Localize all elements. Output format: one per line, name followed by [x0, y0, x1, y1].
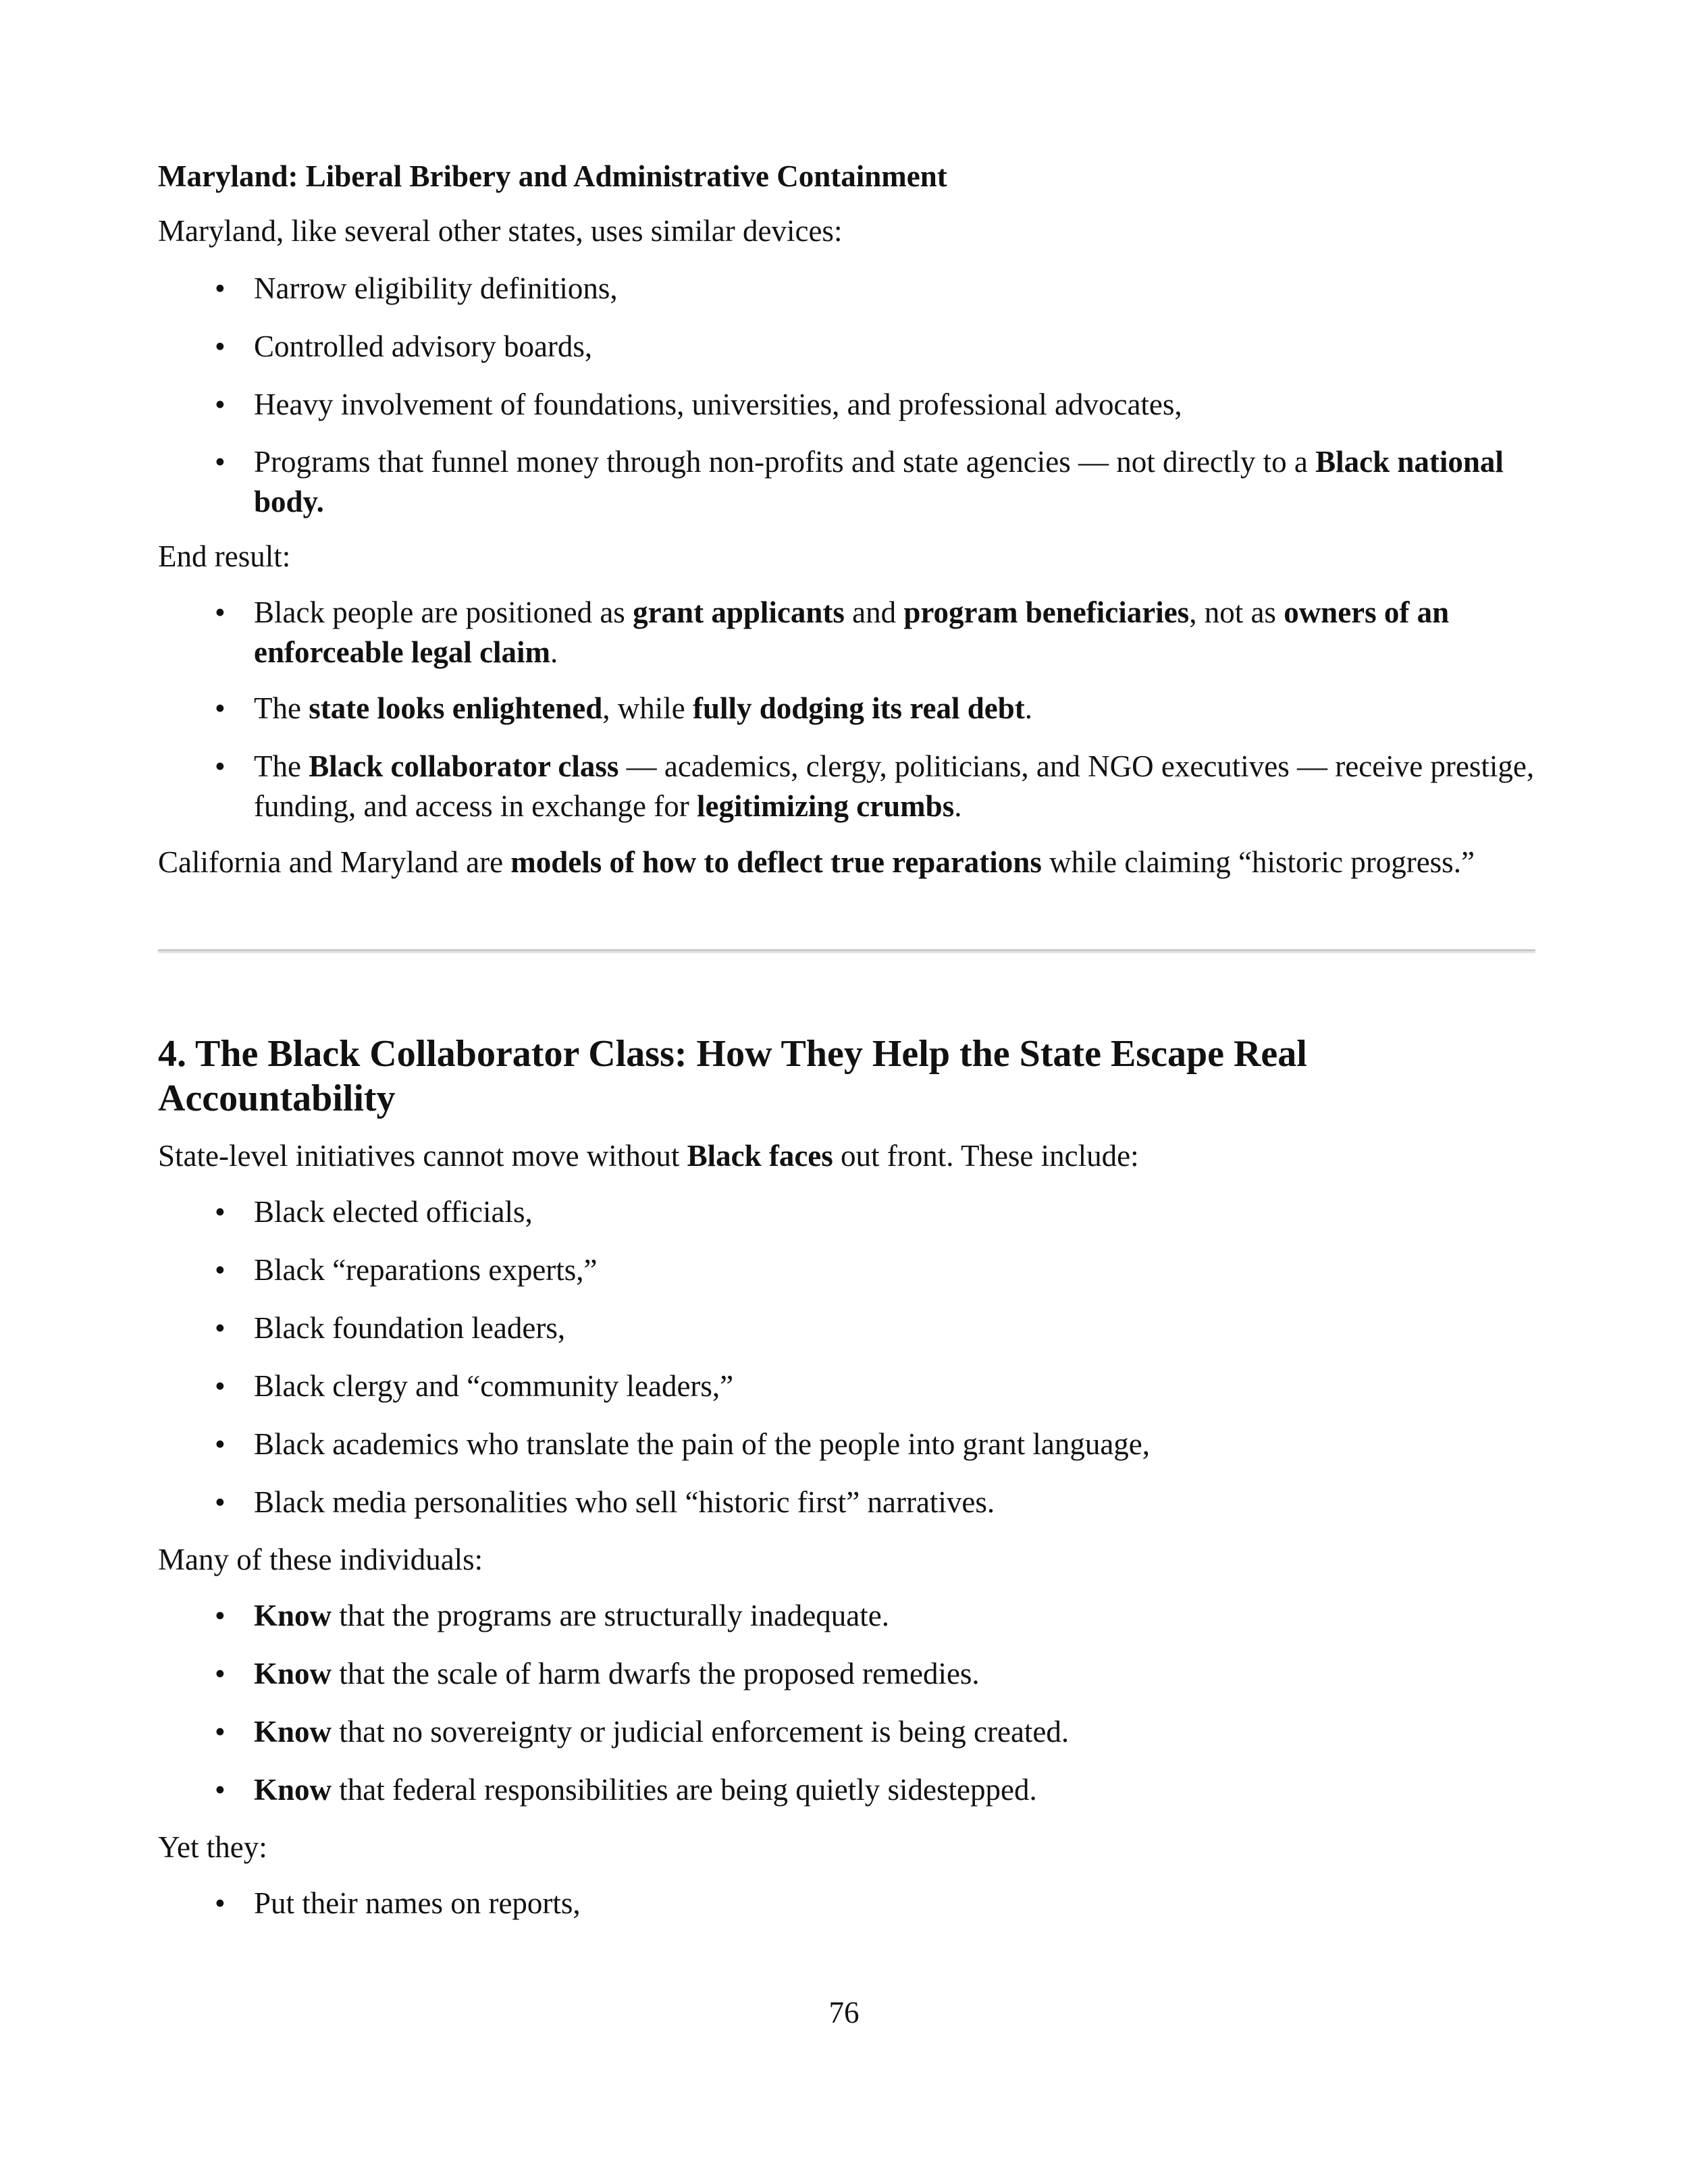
emphasis: legitimizing crumbs — [697, 789, 955, 823]
emphasis: Know — [254, 1599, 332, 1632]
text-run: , while — [602, 691, 693, 725]
bullet-icon: • — [215, 691, 226, 725]
list-item: Controlled advisory boards, — [254, 329, 593, 363]
bullet-icon: • — [215, 595, 226, 629]
text-run: The — [254, 691, 309, 725]
text-run: while claiming “historic progress.” — [1041, 845, 1475, 879]
emphasis: Black collaborator class — [309, 749, 619, 783]
emphasis: fully dodging its real debt — [692, 691, 1025, 725]
list-item: Black academics who translate the pain of the people into grant language, — [254, 1427, 1151, 1461]
text-run: Black people are positioned as — [254, 595, 633, 629]
list-item: Black media personalities who sell “historic first” narratives. — [254, 1485, 995, 1519]
bullet-icon: • — [215, 1886, 226, 1920]
section-heading-maryland: Maryland: Liberal Bribery and Administrative Containment — [158, 159, 947, 193]
text-run: . — [550, 635, 558, 669]
text-run: out front. These include: — [833, 1139, 1139, 1173]
bullet-icon: • — [215, 1195, 226, 1229]
list-item — [254, 747, 1537, 826]
list-item: Narrow eligibility definitions, — [254, 271, 618, 305]
maryland-conclusion — [158, 843, 1535, 882]
list-item — [254, 1596, 1537, 1636]
emphasis: owners of an enforceable legal claim — [254, 595, 1450, 669]
text-run: that the scale of harm dwarfs the proposed remedies. — [332, 1657, 980, 1690]
list-item: Black clergy and “community leaders,” — [254, 1369, 734, 1403]
emphasis: Know — [254, 1773, 332, 1807]
text-run: and — [844, 595, 904, 629]
emphasis: grant applicants — [633, 595, 845, 629]
list-item — [254, 1654, 1537, 1694]
section-heading-4: 4. The Black Collaborator Class: How They Help the State Escape Real Accountability — [158, 1033, 1307, 1119]
list-item — [254, 1770, 1537, 1810]
list-item: Heavy involvement of foundations, universities, and professional advocates, — [254, 388, 1182, 421]
bullet-icon: • — [215, 1773, 226, 1807]
list-item — [254, 593, 1537, 672]
emphasis: program beneficiaries — [903, 595, 1190, 629]
list-item: Black “reparations experts,” — [254, 1253, 598, 1287]
bullet-icon: • — [215, 1369, 226, 1403]
text-run: . — [954, 789, 962, 823]
bullet-icon: • — [215, 445, 226, 479]
bullet-icon: • — [215, 1485, 226, 1519]
horizontal-divider — [158, 949, 1535, 953]
emphasis: models of how to deflect true reparations — [510, 845, 1042, 879]
text-run: that federal responsibilities are being quietly sidestepped. — [332, 1773, 1037, 1807]
page-number: 76 — [828, 1996, 860, 2029]
bullet-icon: • — [215, 1715, 226, 1749]
list-item — [254, 1712, 1537, 1752]
list-item-emphasis: Black national body. — [254, 445, 1504, 518]
many-label: Many of these individuals: — [158, 1543, 483, 1576]
bullet-icon: • — [215, 1599, 226, 1632]
text-run: State-level initiatives cannot move without — [158, 1139, 687, 1173]
text-run: — academics, clergy, politicians, and NGO executives — receive prestige, funding, and access in exchange for — [254, 749, 1535, 823]
emphasis: Black faces — [687, 1139, 833, 1173]
bullet-icon: • — [215, 1427, 226, 1461]
text-run: The — [254, 749, 309, 783]
emphasis: Know — [254, 1657, 332, 1690]
bullet-icon: • — [215, 1657, 226, 1690]
bullet-icon: • — [215, 388, 226, 421]
bullet-icon: • — [215, 1311, 226, 1345]
maryland-intro: Maryland, like several other states, uses similar devices: — [158, 214, 843, 248]
section4-intro — [158, 1136, 1535, 1176]
text-run: that the programs are structurally inadequate. — [332, 1599, 889, 1632]
end-result-label: End result: — [158, 539, 291, 573]
yet-label: Yet they: — [158, 1830, 267, 1864]
list-item-text: Programs that funnel money through non-profits and state agencies — not directly to a — [254, 445, 1316, 479]
list-item: Black elected officials, — [254, 1195, 533, 1229]
bullet-icon: • — [215, 271, 226, 305]
bullet-icon: • — [215, 1253, 226, 1287]
list-item — [254, 689, 1537, 728]
bullet-icon: • — [215, 329, 226, 363]
text-run: California and Maryland are — [158, 845, 511, 879]
emphasis: Know — [254, 1715, 332, 1749]
emphasis: state looks enlightened — [309, 691, 603, 725]
list-item — [254, 442, 1537, 522]
text-run: , not as — [1189, 595, 1284, 629]
text-run: . — [1024, 691, 1032, 725]
list-item: Black foundation leaders, — [254, 1311, 566, 1345]
list-item: Put their names on reports, — [254, 1886, 581, 1920]
text-run: that no sovereignty or judicial enforcement is being created. — [332, 1715, 1070, 1749]
bullet-icon: • — [215, 749, 226, 783]
